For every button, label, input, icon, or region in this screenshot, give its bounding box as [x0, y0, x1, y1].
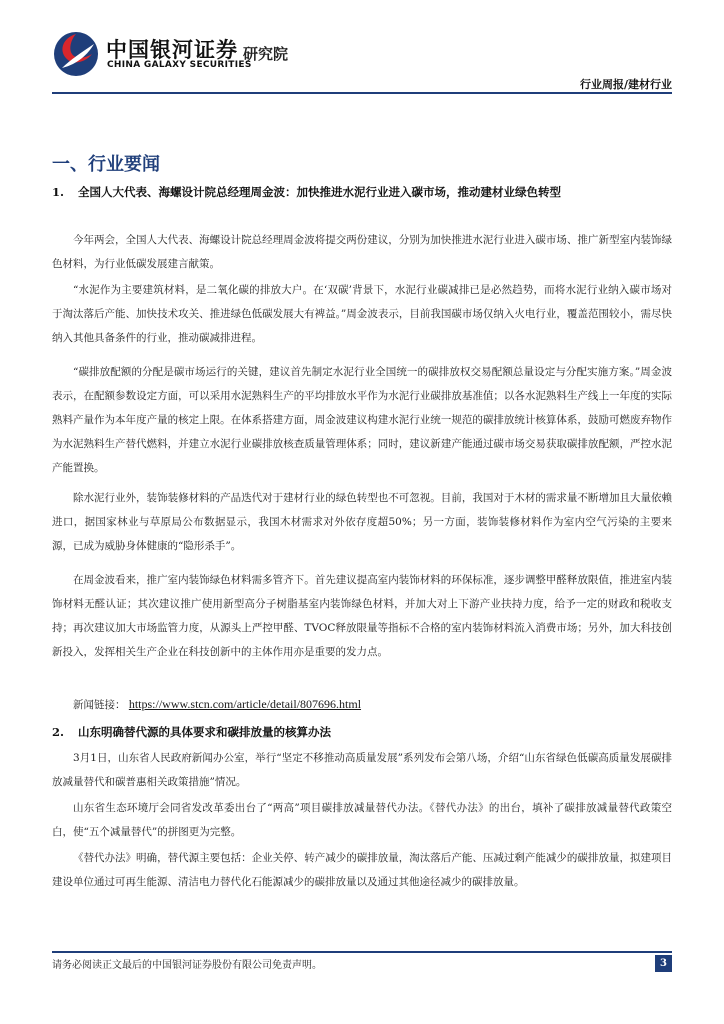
paragraph: 今年两会，全国人大代表、海螺设计院总经理周金波将提交两份建议，分别为加快推进水泥行业进入碳市场、推广新型室内装饰绿色材料，为行业低碳发展建言献策。 [52, 234, 672, 270]
report-header [0, 0, 724, 100]
news-link[interactable]: https://www.stcn.com/article/detail/807696.html [128, 697, 362, 711]
report-type: 行业周报/建材行业 [579, 78, 672, 91]
paragraph: 在周金波看来，推广室内装饰绿色材料需多管齐下。首先建议提高室内装饰材料的环保标准，逐步调整甲醛释放限值，推进室内装饰材料无醛认证；其次建议推广使用新型高分子树脂基室内装饰绿色材料，并加大对上下游产业扶持力度，给予一定的财政和税收支持；再次建议加大市场监管力度，从源头上严控甲醛、TVOC释放限量等指标不合格的室内装饰材料流入消费市场；另外，加大科技创新投入，发挥相关生产企业在科技创新中的主体作用亦是重要的发力点。 [52, 574, 672, 658]
brand-name-cn: 中国银河证券 [106, 38, 238, 62]
paragraph: 山东省生态环境厅会同省发改革委出台了“两高”项目碳排放减量替代办法。《替代办法》的出台，填补了碳排放减量替代政策空白，使“五个减量替代”的拼图更为完整。 [52, 802, 672, 838]
paragraph: 除水泥行业外，装饰装修材料的产品迭代对于建材行业的绿色转型也不可忽视。目前，我国对于木材的需求量不断增加且大量依赖进口，据国家林业与草原局公布数据显示，我国木材需求对外依存度超50%；另一方面，装饰装修材料作为室内空气污染的主要来源，已成为威胁身体健康的“隐形杀手”。 [52, 492, 672, 552]
header-divider [52, 92, 672, 94]
news-link-label: 新闻链接： [73, 699, 126, 711]
footer-disclaimer: 请务必阅读正文最后的中国银河证券股份有限公司免责声明。 [52, 960, 322, 971]
section-title: 一、行业要闻 [52, 154, 160, 175]
page-number: 3 [655, 955, 672, 972]
item-title [52, 720, 672, 744]
paragraph: 3月1日，山东省人民政府新闻办公室，举行“坚定不移推动高质量发展”系列发布会第八场，介绍“山东省绿色低碳高质量发展碳排放减量替代和碳普惠相关政策措施”情况。 [52, 752, 672, 788]
brand-name-en: CHINA GALAXY SECURITIES [107, 60, 252, 70]
item-number: 1. [52, 185, 65, 199]
paragraph: “碳排放配额的分配是碳市场运行的关键，建议首先制定水泥行业全国统一的碳排放权交易配额总量设定与分配实施方案。”周金波表示，在配额参数设定方面，可以采用水泥熟料生产的平均排放水平作为水泥行业碳排放基准值；以各水泥熟料生产线上一年度的实际熟料产量作为本年度产量的核定上限。在体系搭建方面，周金波建议构建水泥行业统一规范的碳排放统计核算体系，鼓励可燃废弃物作为水泥熟料生产替代燃料，并建立水泥行业碳排放核查质量管理体系；同时，建议新建产能通过碳市场交易获取碳排放配额，严控水泥产能置换。 [52, 366, 672, 474]
item-title-text: 山东明确替代源的具体要求和碳排放量的核算办法 [78, 725, 331, 739]
paragraph: 《替代办法》明确，替代源主要包括：企业关停、转产减少的碳排放量，淘汰落后产能、压减过剩产能减少的碳排放量，拟建项目建设单位通过可再生能源、清洁电力替代化石能源减少的碳排放量以及通过其他途径减少的碳排放量。 [52, 852, 672, 888]
item-title-text: 全国人大代表、海螺设计院总经理周金波：加快推进水泥行业进入碳市场，推动建材业绿色转型 [78, 185, 561, 199]
item-title [52, 180, 672, 204]
paragraph: “水泥作为主要建筑材料，是二氧化碳的排放大户。在‘双碳’背景下，水泥行业碳减排已是必然趋势，而将水泥行业纳入碳市场对于淘汰落后产能、加快技术攻关、推进绿色低碳发展大有裨益。”周金波表示，目前我国碳市场仅纳入火电行业，覆盖范围较小，需尽快纳入其他具备条件的行业，推动碳减排进程。 [52, 284, 672, 344]
footer-divider [52, 951, 672, 953]
brand-institute: 研究院 [243, 45, 289, 63]
news-link-line [52, 692, 672, 717]
galaxy-logo-icon [52, 30, 100, 78]
item-number: 2. [52, 725, 65, 739]
